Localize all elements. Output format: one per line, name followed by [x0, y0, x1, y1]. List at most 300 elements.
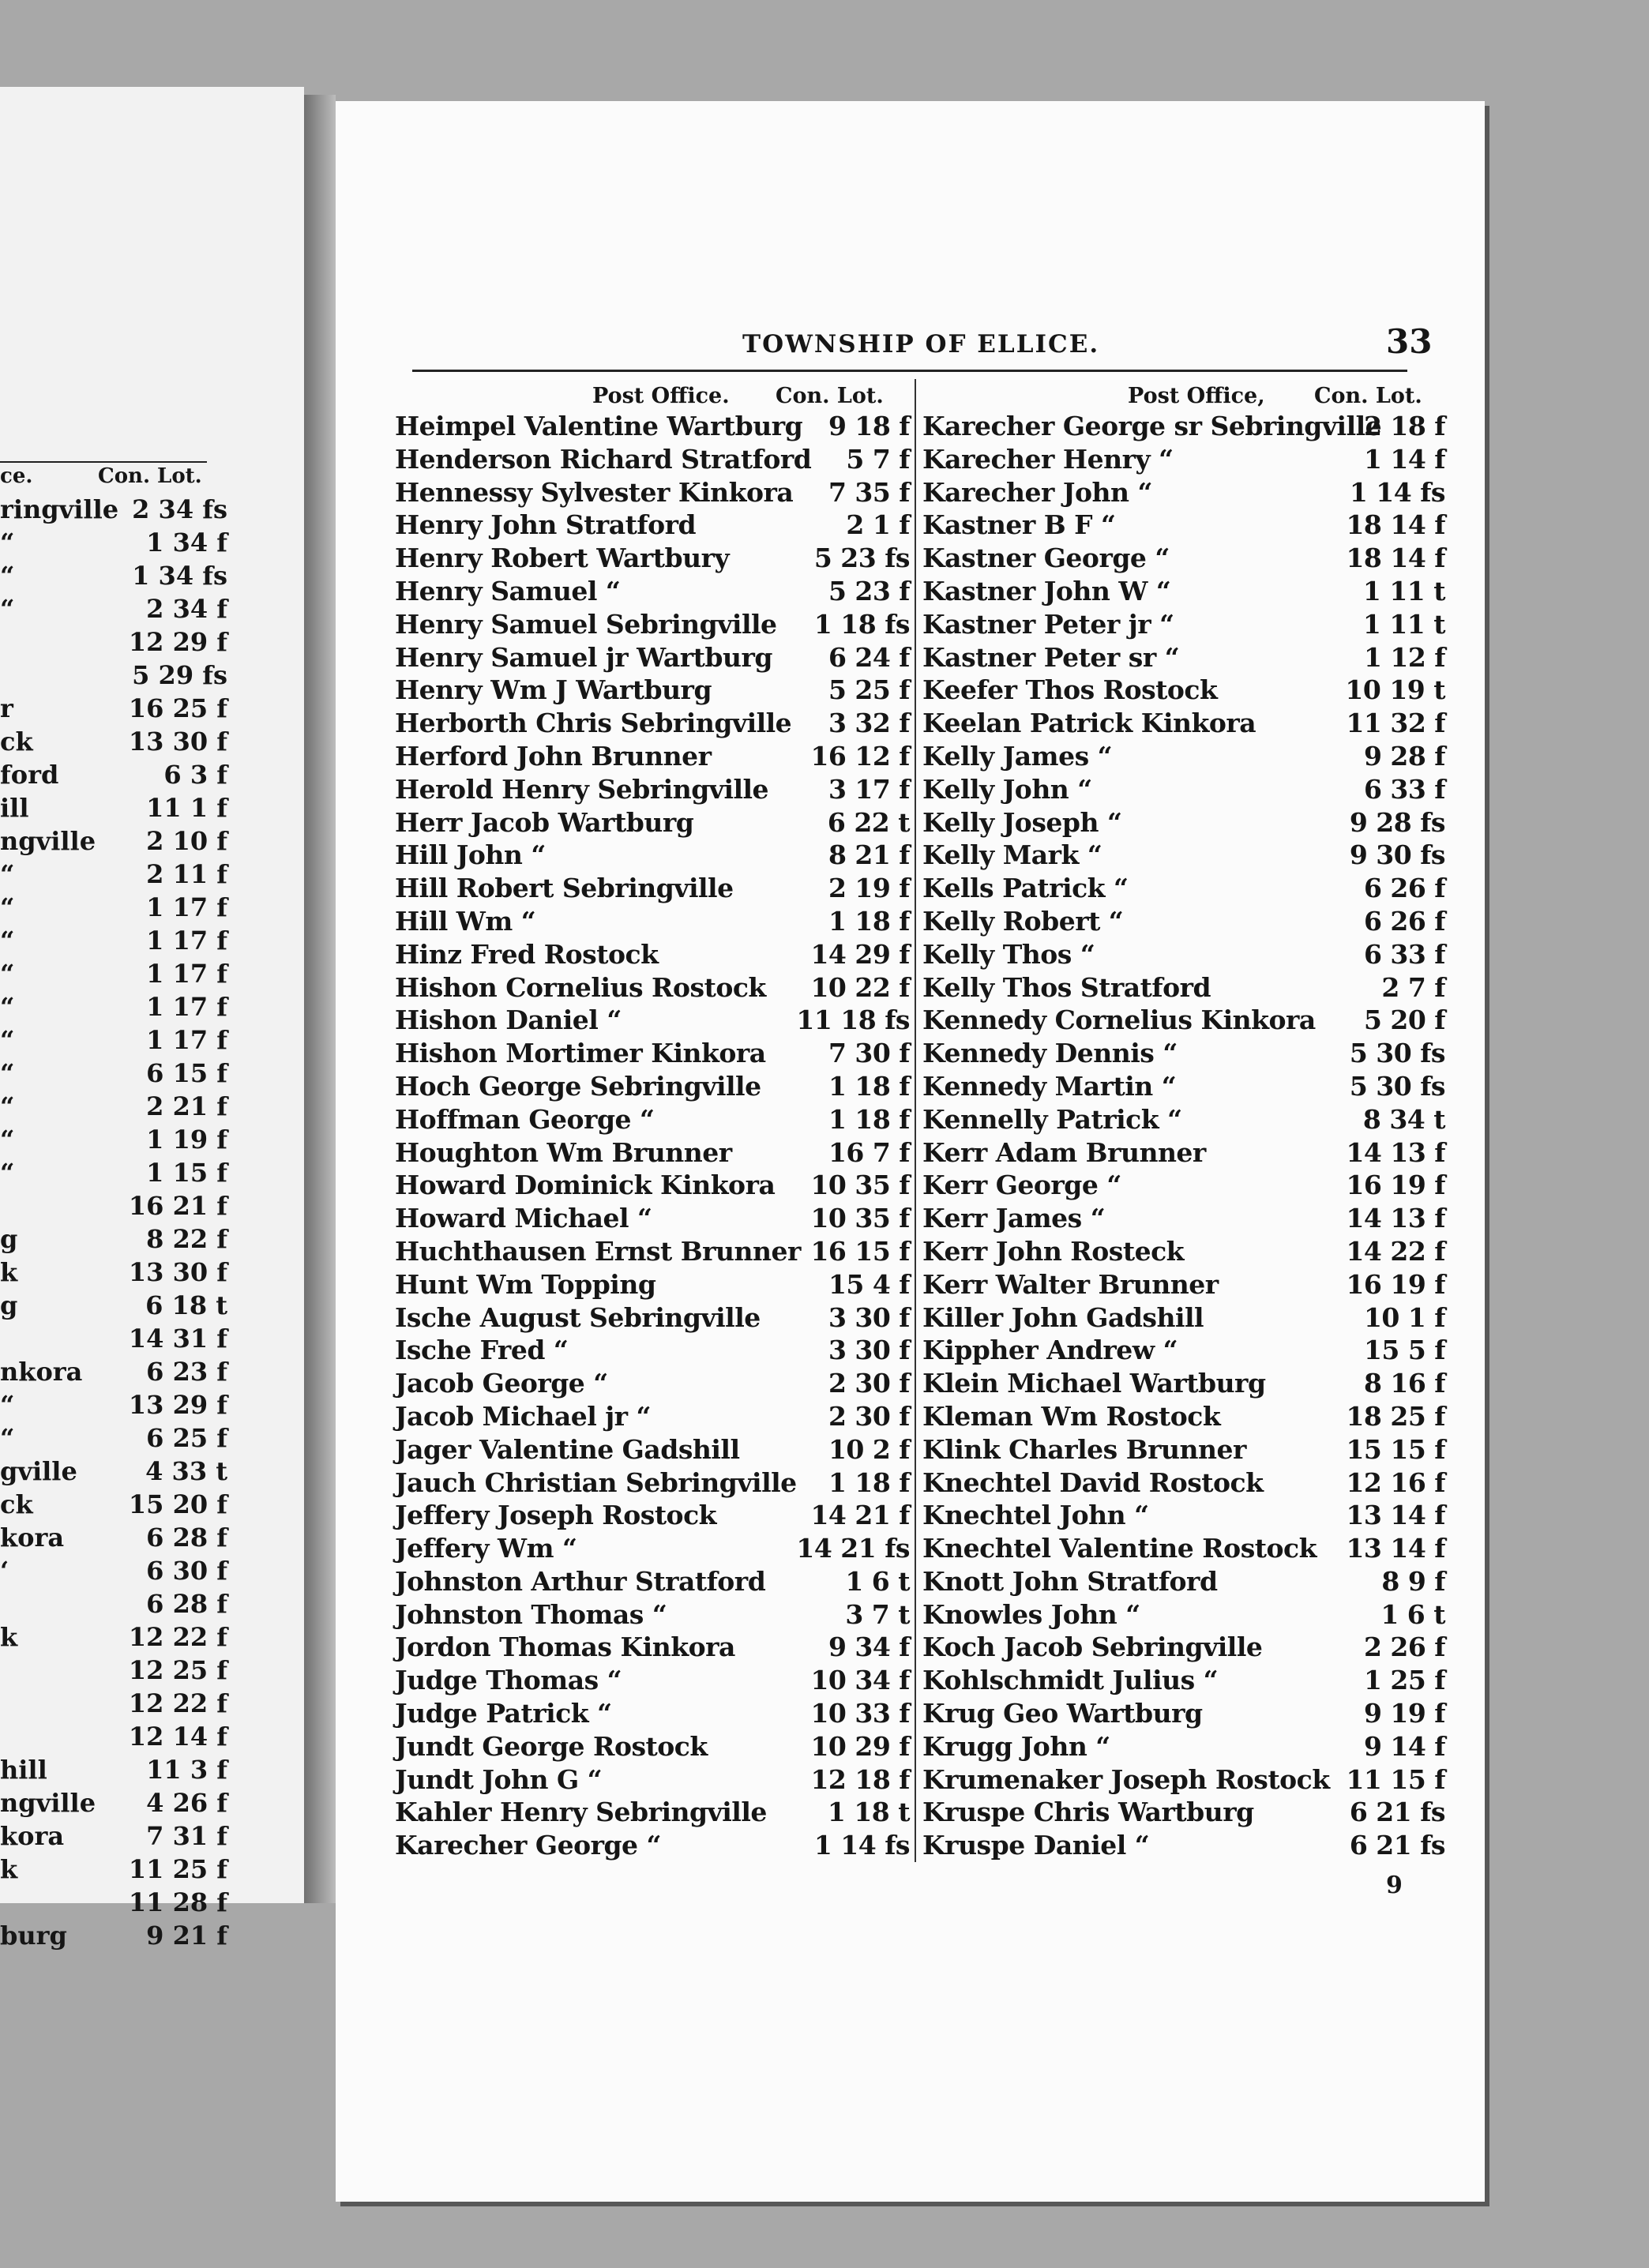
left-row-con-lot: 1 17 f — [146, 1025, 227, 1055]
left-row-name: ngville — [0, 826, 96, 856]
directory-entry — [395, 1071, 910, 1104]
directory-entry-con-lot: 9 30 fs — [1349, 839, 1445, 871]
directory-entry-con-lot: 6 21 fs — [1349, 1830, 1445, 1861]
directory-entry-con-lot: 16 15 f — [810, 1235, 910, 1267]
directory-entry-con-lot: 2 30 f — [828, 1368, 910, 1399]
directory-entry — [922, 1434, 1445, 1467]
directory-entry-con-lot: 10 35 f — [810, 1170, 910, 1201]
directory-entry-name: Judge Patrick “ — [395, 1698, 612, 1729]
directory-entry — [395, 1302, 910, 1335]
directory-entry — [395, 774, 910, 807]
directory-entry — [395, 1731, 910, 1764]
directory-entry-name: Kelly Thos “ — [922, 938, 1095, 970]
directory-entry-name: Kastner B F “ — [922, 509, 1116, 541]
left-row-name: kora — [0, 1523, 65, 1553]
directory-entry — [922, 609, 1445, 642]
directory-entry-name: Ische Fred “ — [395, 1335, 569, 1366]
directory-entry-con-lot: 1 25 f — [1363, 1665, 1445, 1696]
directory-entry-name: Henry Robert Wartbury — [395, 543, 730, 574]
directory-entry-name: Klink Charles Brunner — [922, 1433, 1246, 1465]
left-row — [0, 1523, 237, 1556]
directory-entry-con-lot: 1 18 t — [827, 1797, 910, 1828]
directory-entry-name: Kennedy Dennis “ — [922, 1038, 1178, 1069]
directory-entry — [395, 1137, 910, 1170]
directory-entry-name: Jeffery Wm “ — [395, 1533, 577, 1564]
directory-entry-con-lot: 9 34 f — [828, 1632, 910, 1663]
left-row-name: “ — [0, 1025, 15, 1055]
left-row-name: “ — [0, 1091, 15, 1121]
directory-entry-con-lot: 6 33 f — [1363, 773, 1445, 805]
directory-entry — [922, 1335, 1445, 1368]
directory-entry-con-lot: 6 26 f — [1363, 873, 1445, 904]
left-row-name: “ — [0, 561, 15, 591]
directory-entry-name: Hennessy Sylvester Kinkora — [395, 476, 794, 508]
directory-entry-name: Hill John “ — [395, 839, 546, 871]
directory-entry-con-lot: 5 30 fs — [1349, 1070, 1445, 1102]
directory-entry-con-lot: 11 18 fs — [796, 1004, 910, 1036]
left-row — [0, 727, 237, 760]
directory-entry — [922, 1566, 1445, 1599]
left-row-con-lot: 12 25 f — [128, 1655, 227, 1685]
left-row-con-lot: 16 25 f — [128, 693, 227, 723]
directory-entry-con-lot: 18 14 f — [1346, 509, 1445, 541]
directory-entry-con-lot: 10 29 f — [810, 1730, 910, 1762]
left-row-con-lot: 12 29 f — [128, 627, 227, 657]
column-2-con-lot-label: Con. Lot. — [1314, 384, 1422, 408]
directory-entry-name: Kippher Andrew “ — [922, 1335, 1178, 1366]
left-row-name: gville — [0, 1456, 77, 1486]
directory-entry — [395, 1533, 910, 1566]
directory-entry-name: Hill Wm “ — [395, 905, 536, 937]
directory-entry-con-lot: 5 25 f — [828, 674, 910, 706]
directory-entry — [922, 1104, 1445, 1137]
directory-entry — [395, 741, 910, 774]
directory-entry — [922, 543, 1445, 576]
directory-entry-name: Henry Samuel jr Wartburg — [395, 641, 772, 673]
left-row-con-lot: 1 34 fs — [132, 561, 227, 591]
directory-entry-name: Johnston Arthur Stratford — [395, 1565, 766, 1597]
directory-entry-name: Hishon Mortimer Kinkora — [395, 1038, 766, 1069]
left-row-con-lot: 13 29 f — [128, 1390, 227, 1420]
directory-entry — [922, 1004, 1445, 1038]
directory-entry — [395, 444, 910, 477]
left-row-name: ford — [0, 760, 59, 790]
left-row — [0, 1489, 237, 1523]
left-row — [0, 594, 237, 627]
left-row-con-lot: 6 25 f — [146, 1423, 227, 1453]
directory-entry-con-lot: 16 19 f — [1346, 1268, 1445, 1300]
left-row-con-lot: 5 29 fs — [132, 660, 227, 690]
directory-entry-name: Houghton Wm Brunner — [395, 1136, 732, 1168]
directory-entry — [922, 1797, 1445, 1830]
directory-entry — [395, 1104, 910, 1137]
directory-entry — [395, 1236, 910, 1269]
directory-entry — [922, 774, 1445, 807]
directory-entry-name: Hinz Fred Rostock — [395, 938, 659, 970]
directory-entry-name: Howard Dominick Kinkora — [395, 1170, 776, 1201]
left-row-name: “ — [0, 859, 15, 889]
directory-entry-con-lot: 10 35 f — [810, 1203, 910, 1234]
directory-entry-con-lot: 10 2 f — [828, 1433, 910, 1465]
directory-entry-con-lot: 1 11 t — [1362, 575, 1445, 606]
left-row-name: “ — [0, 959, 15, 989]
left-row — [0, 1921, 237, 1954]
left-row-con-lot: 9 21 f — [146, 1921, 227, 1951]
left-row — [0, 627, 237, 660]
directory-entry-con-lot: 1 14 fs — [1349, 476, 1445, 508]
left-row-con-lot: 16 21 f — [128, 1191, 227, 1221]
left-row — [0, 1722, 237, 1755]
left-row-con-lot: 8 22 f — [146, 1224, 227, 1254]
directory-entry — [922, 1599, 1445, 1632]
directory-entry-name: Kelly James “ — [922, 740, 1113, 772]
directory-entry — [395, 1500, 910, 1533]
left-row-name: “ — [0, 992, 15, 1022]
directory-entry-name: Kelly Thos Stratford — [922, 971, 1211, 1003]
directory-entry-name: Jacob Michael jr “ — [395, 1400, 652, 1432]
directory-entry — [395, 477, 910, 510]
directory-entry-con-lot: 6 22 t — [827, 806, 910, 838]
column-1-header — [395, 384, 910, 412]
directory-entry-name: Knowles John “ — [922, 1598, 1140, 1630]
directory-entry — [395, 708, 910, 741]
directory-entry-con-lot: 1 14 f — [1363, 443, 1445, 475]
directory-entry-con-lot: 6 24 f — [828, 641, 910, 673]
left-row-name: “ — [0, 528, 15, 558]
directory-entry-con-lot: 10 22 f — [810, 971, 910, 1003]
directory-entry-con-lot: 5 20 f — [1363, 1004, 1445, 1036]
directory-entry-name: Ische August Sebringville — [395, 1301, 761, 1333]
directory-entry-con-lot: 2 19 f — [828, 873, 910, 904]
left-row-name: “ — [0, 892, 15, 922]
left-row-con-lot: 1 19 f — [146, 1125, 227, 1155]
left-row-con-lot: 11 25 f — [128, 1854, 227, 1884]
directory-entry — [922, 642, 1445, 675]
left-row-name: g — [0, 1224, 18, 1254]
directory-entry — [922, 906, 1445, 939]
directory-entry-con-lot: 1 18 f — [828, 1070, 910, 1102]
directory-entry-name: Klein Michael Wartburg — [922, 1368, 1266, 1399]
left-row-con-lot: 2 34 f — [146, 594, 227, 624]
directory-entry-con-lot: 10 34 f — [810, 1665, 910, 1696]
directory-entry — [922, 1038, 1445, 1071]
directory-entry-con-lot: 3 17 f — [828, 773, 910, 805]
directory-entry-con-lot: 3 30 f — [828, 1335, 910, 1366]
directory-entry — [395, 939, 910, 972]
left-row-name: ‘ — [0, 1556, 9, 1586]
left-row-name: “ — [0, 1058, 15, 1088]
left-header-place: ce. — [0, 464, 33, 488]
directory-entry — [395, 1203, 910, 1236]
left-row-con-lot: 2 10 f — [146, 826, 227, 856]
left-row — [0, 1821, 237, 1854]
directory-entry-con-lot: 16 12 f — [810, 740, 910, 772]
left-row-con-lot: 1 15 f — [146, 1158, 227, 1188]
directory-entry — [395, 839, 910, 873]
left-row — [0, 1589, 237, 1622]
directory-entry-name: Hoch George Sebringville — [395, 1070, 761, 1102]
directory-entry — [395, 1764, 910, 1797]
directory-entry-name: Heimpel Valentine Wartburg — [395, 411, 803, 441]
directory-entry — [922, 509, 1445, 543]
left-row-con-lot: 6 23 f — [146, 1357, 227, 1387]
left-row — [0, 992, 237, 1025]
directory-entry-con-lot: 16 7 f — [828, 1136, 910, 1168]
directory-entry-name: Kelly Joseph “ — [922, 806, 1122, 838]
directory-entry-name: Killer John Gadshill — [922, 1301, 1204, 1333]
directory-entry — [922, 839, 1445, 873]
running-head: TOWNSHIP OF ELLICE. — [742, 330, 1100, 359]
directory-entry — [922, 477, 1445, 510]
directory-entry-name: Kastner George “ — [922, 543, 1170, 574]
directory-entry — [922, 1269, 1445, 1302]
directory-entry-name: Keefer Thos Rostock — [922, 674, 1218, 706]
directory-entry-name: Jacob George “ — [395, 1368, 608, 1399]
left-page — [0, 87, 304, 1951]
directory-entry — [395, 1665, 910, 1698]
left-row — [0, 1191, 237, 1224]
directory-entry — [395, 1467, 910, 1500]
directory-entry-name: Knechtel John “ — [922, 1500, 1149, 1531]
directory-entry-con-lot: 3 7 t — [845, 1598, 910, 1630]
directory-entry-con-lot: 9 28 f — [1363, 740, 1445, 772]
directory-entry-con-lot: 14 13 f — [1346, 1203, 1445, 1234]
directory-entry-con-lot: 2 18 f — [1363, 411, 1445, 441]
left-row — [0, 892, 237, 926]
left-row-name: burg — [0, 1921, 67, 1951]
directory-entry-con-lot: 18 14 f — [1346, 543, 1445, 574]
directory-entry-con-lot: 3 30 f — [828, 1301, 910, 1333]
directory-entry — [395, 807, 910, 840]
directory-entry — [395, 1004, 910, 1038]
directory-entry — [395, 1401, 910, 1434]
directory-entry-name: Karecher John “ — [922, 476, 1152, 508]
directory-entry — [395, 642, 910, 675]
left-row — [0, 528, 237, 561]
directory-entry — [922, 873, 1445, 906]
directory-entry — [922, 1401, 1445, 1434]
directory-entry — [395, 1038, 910, 1071]
directory-entry-name: Kelly John “ — [922, 773, 1092, 805]
left-row-con-lot: 1 17 f — [146, 992, 227, 1022]
directory-entry — [395, 1170, 910, 1203]
left-row — [0, 1125, 237, 1158]
left-row-con-lot: 1 17 f — [146, 959, 227, 989]
directory-entry — [395, 1599, 910, 1632]
directory-entry-name: Kells Patrick “ — [922, 873, 1129, 904]
left-row-con-lot: 6 15 f — [146, 1058, 227, 1088]
directory-entry-name: Jauch Christian Sebringville — [395, 1466, 797, 1498]
left-row-con-lot: 11 3 f — [146, 1755, 227, 1785]
directory-entry-con-lot: 2 30 f — [828, 1400, 910, 1432]
left-row-name: “ — [0, 1158, 15, 1188]
directory-entry-con-lot: 7 35 f — [828, 476, 910, 508]
signature-mark: 9 — [1386, 1872, 1403, 1899]
left-row — [0, 1058, 237, 1091]
directory-entry — [922, 1632, 1445, 1665]
directory-entry-name: Kerr James “ — [922, 1203, 1106, 1234]
column-2-entries — [922, 411, 1445, 1863]
directory-entry-name: Kerr John Rosteck — [922, 1235, 1185, 1267]
directory-entry — [922, 1368, 1445, 1401]
left-header-con-lot: Con. Lot. — [98, 464, 202, 488]
column-1-entries — [395, 411, 910, 1863]
directory-entry-name: Kerr Adam Brunner — [922, 1136, 1206, 1168]
directory-entry-con-lot: 8 16 f — [1363, 1368, 1445, 1399]
directory-entry-con-lot: 12 18 f — [810, 1763, 910, 1795]
left-row-con-lot: 1 17 f — [146, 926, 227, 956]
left-row-con-lot: 15 20 f — [128, 1489, 227, 1519]
directory-entry-con-lot: 15 15 f — [1346, 1433, 1445, 1465]
directory-entry-con-lot: 11 32 f — [1346, 708, 1445, 739]
directory-entry-con-lot: 5 23 fs — [813, 543, 910, 574]
directory-entry — [922, 1236, 1445, 1269]
directory-entry — [395, 1566, 910, 1599]
directory-entry — [922, 1665, 1445, 1698]
directory-entry-name: Henry Samuel “ — [395, 575, 621, 606]
directory-entry-con-lot: 15 4 f — [828, 1268, 910, 1300]
directory-entry — [922, 708, 1445, 741]
directory-entry — [395, 411, 910, 444]
directory-entry — [395, 1830, 910, 1863]
directory-entry-name: Kahler Henry Sebringville — [395, 1797, 767, 1828]
directory-entry — [395, 1797, 910, 1830]
left-row — [0, 660, 237, 693]
left-row-con-lot: 12 14 f — [128, 1722, 227, 1752]
directory-entry-con-lot: 16 19 f — [1346, 1170, 1445, 1201]
directory-entry-con-lot: 10 33 f — [810, 1698, 910, 1729]
left-row — [0, 1324, 237, 1357]
directory-entry-name: Kastner Peter sr “ — [922, 641, 1180, 673]
directory-entry-name: Jeffery Joseph Rostock — [395, 1500, 717, 1531]
left-row-con-lot: 12 22 f — [128, 1688, 227, 1718]
directory-entry-con-lot: 2 7 f — [1381, 971, 1445, 1003]
directory-entry-con-lot: 7 30 f — [828, 1038, 910, 1069]
directory-entry — [922, 411, 1445, 444]
left-row-con-lot: 4 33 t — [145, 1456, 227, 1486]
directory-entry-con-lot: 9 14 f — [1363, 1730, 1445, 1762]
directory-entry-name: Karecher Henry “ — [922, 443, 1174, 475]
left-row-name: ck — [0, 1489, 33, 1519]
directory-entry — [922, 1137, 1445, 1170]
directory-entry — [922, 1533, 1445, 1566]
directory-entry-con-lot: 8 9 f — [1381, 1565, 1445, 1597]
directory-entry-name: Knechtel David Rostock — [922, 1466, 1264, 1498]
directory-entry-con-lot: 1 18 fs — [813, 608, 910, 640]
directory-entry-con-lot: 9 19 f — [1363, 1698, 1445, 1729]
directory-entry — [922, 1764, 1445, 1797]
left-row-con-lot: 11 1 f — [146, 793, 227, 823]
directory-entry — [922, 1170, 1445, 1203]
left-row — [0, 1556, 237, 1589]
left-row-name: r — [0, 693, 13, 723]
directory-entry-name: Huchthausen Ernst Brunner — [395, 1235, 801, 1267]
left-row-name: “ — [0, 594, 15, 624]
directory-entry — [922, 1830, 1445, 1863]
directory-entry-name: Henderson Richard Stratford — [395, 443, 812, 475]
directory-entry-con-lot: 6 33 f — [1363, 938, 1445, 970]
directory-entry-con-lot: 14 29 f — [810, 938, 910, 970]
left-row-name: hill — [0, 1755, 47, 1785]
left-row — [0, 561, 237, 594]
left-row-con-lot: 12 22 f — [128, 1622, 227, 1652]
left-row — [0, 793, 237, 826]
directory-entry-name: Koch Jacob Sebringville — [922, 1632, 1263, 1663]
directory-entry — [922, 1500, 1445, 1533]
left-row — [0, 826, 237, 859]
directory-entry-name: Kohlschmidt Julius “ — [922, 1665, 1219, 1696]
directory-entry-name: Kennelly Patrick “ — [922, 1103, 1182, 1135]
directory-entry-con-lot: 5 30 fs — [1349, 1038, 1445, 1069]
column-2-post-office-label: Post Office, — [1128, 384, 1265, 408]
directory-entry-con-lot: 10 19 t — [1345, 674, 1445, 706]
left-page-list — [0, 494, 237, 1954]
directory-entry-name: Kerr George “ — [922, 1170, 1121, 1201]
directory-entry-con-lot: 1 14 fs — [813, 1830, 910, 1861]
directory-entry — [922, 741, 1445, 774]
directory-entry-con-lot: 1 18 f — [828, 1103, 910, 1135]
directory-entry — [395, 873, 910, 906]
directory-entry-con-lot: 14 21 f — [810, 1500, 910, 1531]
left-row-con-lot: 1 17 f — [146, 892, 227, 922]
left-row — [0, 1456, 237, 1489]
left-row-con-lot: 13 30 f — [128, 1257, 227, 1287]
directory-entry-con-lot: 1 18 f — [828, 1466, 910, 1498]
left-row — [0, 1390, 237, 1423]
directory-entry-con-lot: 14 13 f — [1346, 1136, 1445, 1168]
directory-entry-con-lot: 1 12 f — [1363, 641, 1445, 673]
directory-entry-con-lot: 9 18 f — [828, 411, 910, 441]
directory-entry-con-lot: 2 1 f — [846, 509, 910, 541]
directory-entry-name: Karecher George sr Sebringville — [922, 411, 1382, 441]
left-row-name: k — [0, 1622, 18, 1652]
left-row-name: g — [0, 1290, 18, 1320]
directory-entry-con-lot: 14 21 fs — [796, 1533, 910, 1564]
directory-entry — [395, 543, 910, 576]
left-row — [0, 1290, 237, 1324]
directory-entry-name: Kerr Walter Brunner — [922, 1268, 1219, 1300]
directory-entry-con-lot: 1 11 t — [1362, 608, 1445, 640]
directory-entry-con-lot: 18 25 f — [1346, 1400, 1445, 1432]
directory-entry — [922, 576, 1445, 609]
directory-entry-con-lot: 1 6 t — [845, 1565, 910, 1597]
left-row — [0, 1755, 237, 1788]
left-row-con-lot: 7 31 f — [146, 1821, 227, 1851]
directory-entry — [922, 1071, 1445, 1104]
left-row — [0, 494, 237, 528]
left-row — [0, 1025, 237, 1058]
left-row-con-lot: 2 34 fs — [132, 494, 227, 524]
left-row-con-lot: 13 30 f — [128, 727, 227, 757]
directory-entry-con-lot: 9 28 fs — [1349, 806, 1445, 838]
left-page-rule — [0, 461, 207, 463]
left-row — [0, 1788, 237, 1821]
left-row-con-lot: 2 11 f — [146, 859, 227, 889]
directory-entry-name: Kastner John W “ — [922, 575, 1171, 606]
left-row — [0, 760, 237, 793]
directory-entry-con-lot: 3 32 f — [828, 708, 910, 739]
left-row-con-lot: 6 18 t — [145, 1290, 227, 1320]
directory-entry-name: Jordon Thomas Kinkora — [395, 1632, 735, 1663]
left-row — [0, 1257, 237, 1290]
directory-entry-con-lot: 13 14 f — [1346, 1533, 1445, 1564]
left-row — [0, 1688, 237, 1722]
directory-entry-name: Hill Robert Sebringville — [395, 873, 734, 904]
directory-entry-name: Kelly Mark “ — [922, 839, 1102, 871]
directory-entry-con-lot: 6 26 f — [1363, 905, 1445, 937]
left-row — [0, 1655, 237, 1688]
directory-entry — [922, 1698, 1445, 1731]
